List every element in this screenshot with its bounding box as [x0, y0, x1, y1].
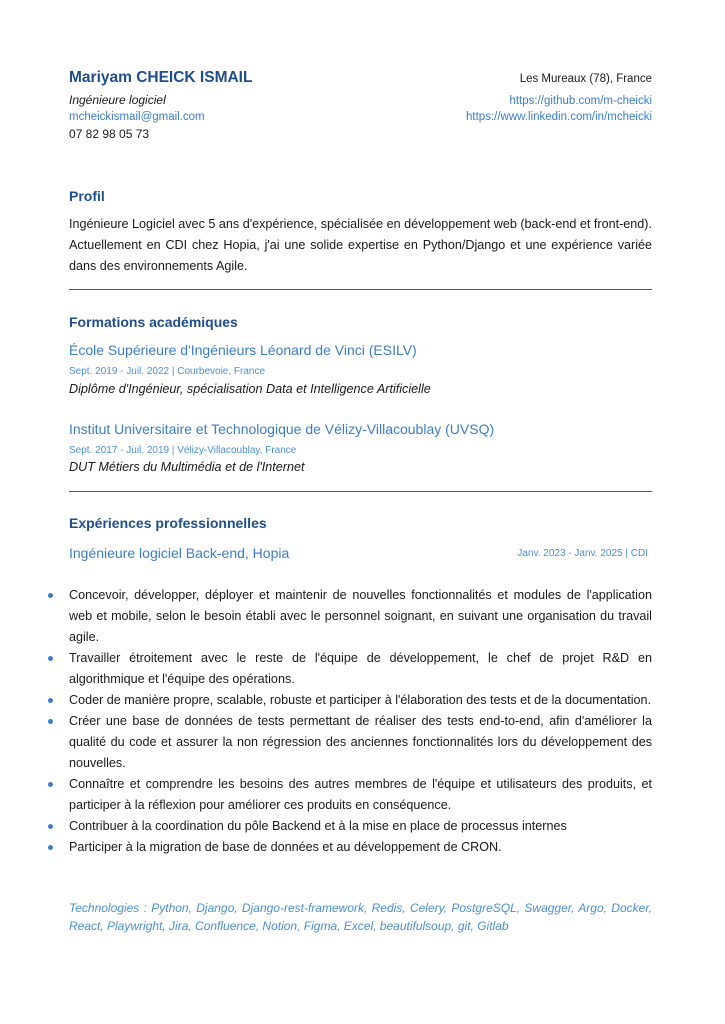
resume-header	[69, 69, 652, 141]
bullet-icon	[48, 593, 53, 598]
education-section-title: Formations académiques	[69, 314, 238, 330]
divider	[69, 491, 652, 492]
list-item	[47, 816, 652, 837]
bullet-text: Coder de manière propre, scalable, robuste et participer à l'élaboration des tests et de la documentation.	[69, 693, 652, 707]
candidate-name: Mariyam CHEICK ISMAIL	[69, 69, 253, 86]
email-link[interactable]: mcheickismail@gmail.com	[69, 111, 205, 123]
bullet-icon	[48, 698, 53, 703]
experience-bullet-list	[47, 585, 652, 858]
technologies-text: Technologies : Python, Django, Django-rest-framework, Redis, Celery, PostgreSQL, Swagger, Argo, Docker, React, Playwright, Jira, Confluence, Notion, Figma, Excel, beautifulsoup, git, Gitlab	[69, 901, 652, 933]
candidate-location: Les Mureaux (78), France	[519, 73, 652, 85]
job-dates: Janv. 2023 - Janv. 2025 | CDI	[517, 548, 648, 559]
github-link[interactable]: https://github.com/m-cheicki	[509, 95, 652, 107]
bullet-text: Concevoir, développer, déployer et maintenir de nouvelles fonctionnalités et modules de l'application web et mobile, selon le besoin établi avec le personnel soignant, en suivant une organisation du travail agile.	[69, 588, 652, 644]
list-item	[47, 711, 652, 774]
candidate-role: Ingénieure logiciel	[69, 93, 166, 107]
divider	[69, 289, 652, 290]
bullet-text: Connaître et comprendre les besoins des autres membres de l'équipe et utilisateurs des produits, et participer à la réflexion pour améliorer ces produits en conséquence.	[69, 777, 652, 812]
bullet-icon	[48, 824, 53, 829]
bullet-text: Contribuer à la coordination du pôle Backend et à la mise en place de processus internes	[69, 819, 567, 833]
education-school-1: École Supérieure d'Ingénieurs Léonard de Vinci (ESILV)	[69, 342, 417, 358]
job-title: Ingénieure logiciel Back-end, Hopia	[69, 545, 290, 561]
phone-number: 07 82 98 05 73	[69, 127, 150, 141]
list-item	[47, 648, 652, 690]
list-item	[47, 585, 652, 648]
bullet-text: Participer à la migration de base de données et au développement de CRON.	[69, 840, 502, 854]
education-degree-2: DUT Métiers du Multimédia et de l'Internet	[69, 460, 305, 474]
experience-section-title: Expériences professionnelles	[69, 515, 267, 531]
bullet-icon	[48, 719, 53, 724]
list-item	[47, 774, 652, 816]
bullet-text: Créer une base de données de tests permettant de réaliser des tests end-to-end, afin d'améliorer la qualité du code et assurer la non régression des anciennes fonctionnalités lors du développement des nouvelles.	[69, 714, 652, 770]
bullet-icon	[48, 656, 53, 661]
profile-text: Ingénieure Logiciel avec 5 ans d'expérience, spécialisée en développement web (back-end et front-end). Actuellement en CDI chez Hopia, j'ai une solide expertise en Python/Django et une expérience variée dans des environnements Agile.	[69, 217, 652, 273]
education-dates-2: Sept. 2017 - Juil. 2019 | Vélizy-Villacoublay, France	[69, 445, 297, 456]
linkedin-link[interactable]: https://www.linkedin.com/in/mcheicki	[466, 111, 652, 123]
bullet-text: Travailler étroitement avec le reste de l'équipe de développement, le chef de projet R&D en algorithmique et l'équipe des opérations.	[69, 651, 652, 686]
profile-section-title: Profil	[69, 188, 105, 204]
bullet-icon	[48, 782, 53, 787]
bullet-icon	[48, 845, 53, 850]
education-degree-1: Diplôme d'Ingénieur, spécialisation Data et Intelligence Artificielle	[69, 382, 431, 396]
list-item	[47, 690, 652, 711]
education-school-2: Institut Universitaire et Technologique de Vélizy-Villacoublay (UVSQ)	[69, 421, 495, 437]
education-dates-1: Sept. 2019 - Juil. 2022 | Courbevoie, France	[69, 366, 266, 377]
list-item	[47, 837, 652, 858]
